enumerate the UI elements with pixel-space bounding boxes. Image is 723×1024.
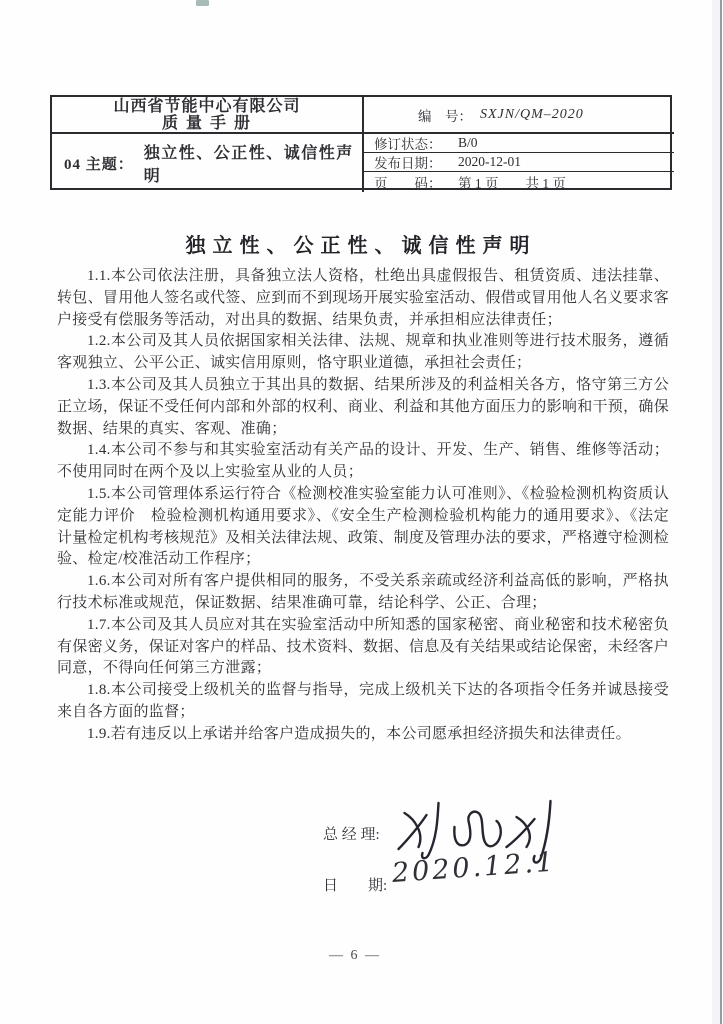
issue-date-value: 2020-12-01 bbox=[458, 154, 521, 169]
general-manager-label: 总 经 理: bbox=[323, 827, 380, 843]
gm-handwritten-signature bbox=[388, 793, 593, 873]
scan-edge-tint bbox=[712, 0, 720, 1024]
paragraph-1-2: 1.2.本公司及其人员依据国家相关法律、法规、规章和执业准则等进行技术服务，遵循客观独立、公平公正、诚实信用原则，恪守职业道德，承担社会责任； bbox=[57, 333, 669, 372]
paragraph-1-5: 1.5.本公司管理体系运行符合《检测校准实验室能力认可准则》、《检验检测机构资质认定能力评价 检验检测机构通用要求》、《安全生产检测检验机构能力的通用要求》、《法定计量检定机构考核规范》及相关法律法规、政策、制度及管理办法的要求，严格遵守检测检验、检定/校准活动工作程序； bbox=[57, 485, 670, 568]
subject-value: 独立性、公正性、诚信性声明 bbox=[143, 145, 354, 185]
scan-edge-line bbox=[720, 0, 722, 1024]
footer-page-number: — 6 — bbox=[329, 948, 381, 963]
revision-status-row bbox=[364, 134, 674, 153]
date-handwritten: 2020.12.1 bbox=[390, 846, 558, 889]
revision-status-label: 修订状态： bbox=[374, 137, 442, 152]
scan-color-speck bbox=[196, 0, 209, 6]
header-table bbox=[50, 95, 672, 190]
page-number-value: 第 1 页 共 1 页 bbox=[458, 176, 566, 191]
paragraph-1-4: 1.4.本公司不参与和其实验室活动有关产品的设计、开发、生产、销售、维修等活动；不使用同时在两个及以上实验室从业的人员； bbox=[57, 442, 669, 481]
date-label: 日 期: bbox=[323, 878, 388, 894]
paragraph-1-8: 1.8.本公司接受上级机关的监督与指导，完成上级机关下达的各项指令任务并诚恳接受来自各方面的监督； bbox=[57, 682, 669, 720]
document-title: 独立性、公正性、诚信性声明 bbox=[185, 235, 537, 257]
revision-status-value: B/0 bbox=[458, 135, 478, 150]
manual-title: 质 量 手 册 bbox=[161, 114, 252, 132]
subject-cell bbox=[52, 134, 364, 192]
issue-date-row bbox=[364, 153, 674, 172]
page-number-row bbox=[364, 172, 674, 192]
doc-number-label: 编 号： bbox=[418, 108, 472, 124]
paragraph-1-3: 1.3.本公司及其人员独立于其出具的数据、结果所涉及的利益相关各方，恪守第三方公正立场，保证不受任何内部和外部的权利、商业、利益和其他方面压力的影响和干预，确保数据、结果的真实、客观、准确； bbox=[57, 376, 670, 437]
page-number-label: 页 码： bbox=[374, 176, 442, 191]
company-cell bbox=[52, 97, 364, 134]
paragraph-1-1: 1.1.本公司依法注册，具备独立法人资格，杜绝出具虚假报告、租赁资质、违法挂靠、转包、冒用他人签名或代签、应到而不到现场开展实验室活动、假借或冒用他人名义要求客户接受有偿服务等活动，对出具的数据、结果负责，并承担相应法律责任； bbox=[57, 268, 670, 328]
document-body bbox=[57, 266, 669, 746]
paragraph-1-7: 1.7.本公司及其人员应对其在实验室活动中所知悉的国家秘密、商业秘密和技术秘密负有保密义务，保证对客户的样品、技术资料、数据、信息及有关结果或结论保密，未经客户同意，不得向任何第三方泄露； bbox=[57, 616, 670, 677]
paragraph-1-6: 1.6.本公司对所有客户提供相同的服务，不受关系亲疏或经济利益高低的影响，严格执行技术标准或规范，保证数据、结果准确可靠，结论科学、公正、合理； bbox=[57, 573, 669, 611]
doc-number-value: SXJN/QM–2020 bbox=[480, 106, 584, 122]
paragraph-1-9: 1.9.若有违反以上承诺并给客户造成损失的，本公司愿承担经济损失和法律责任。 bbox=[87, 725, 631, 742]
subject-label: 04 主题： bbox=[64, 156, 134, 173]
issue-date-label: 发布日期： bbox=[374, 156, 442, 171]
company-name: 山西省节能中心有限公司 bbox=[113, 97, 301, 115]
doc-number-cell bbox=[364, 97, 674, 134]
